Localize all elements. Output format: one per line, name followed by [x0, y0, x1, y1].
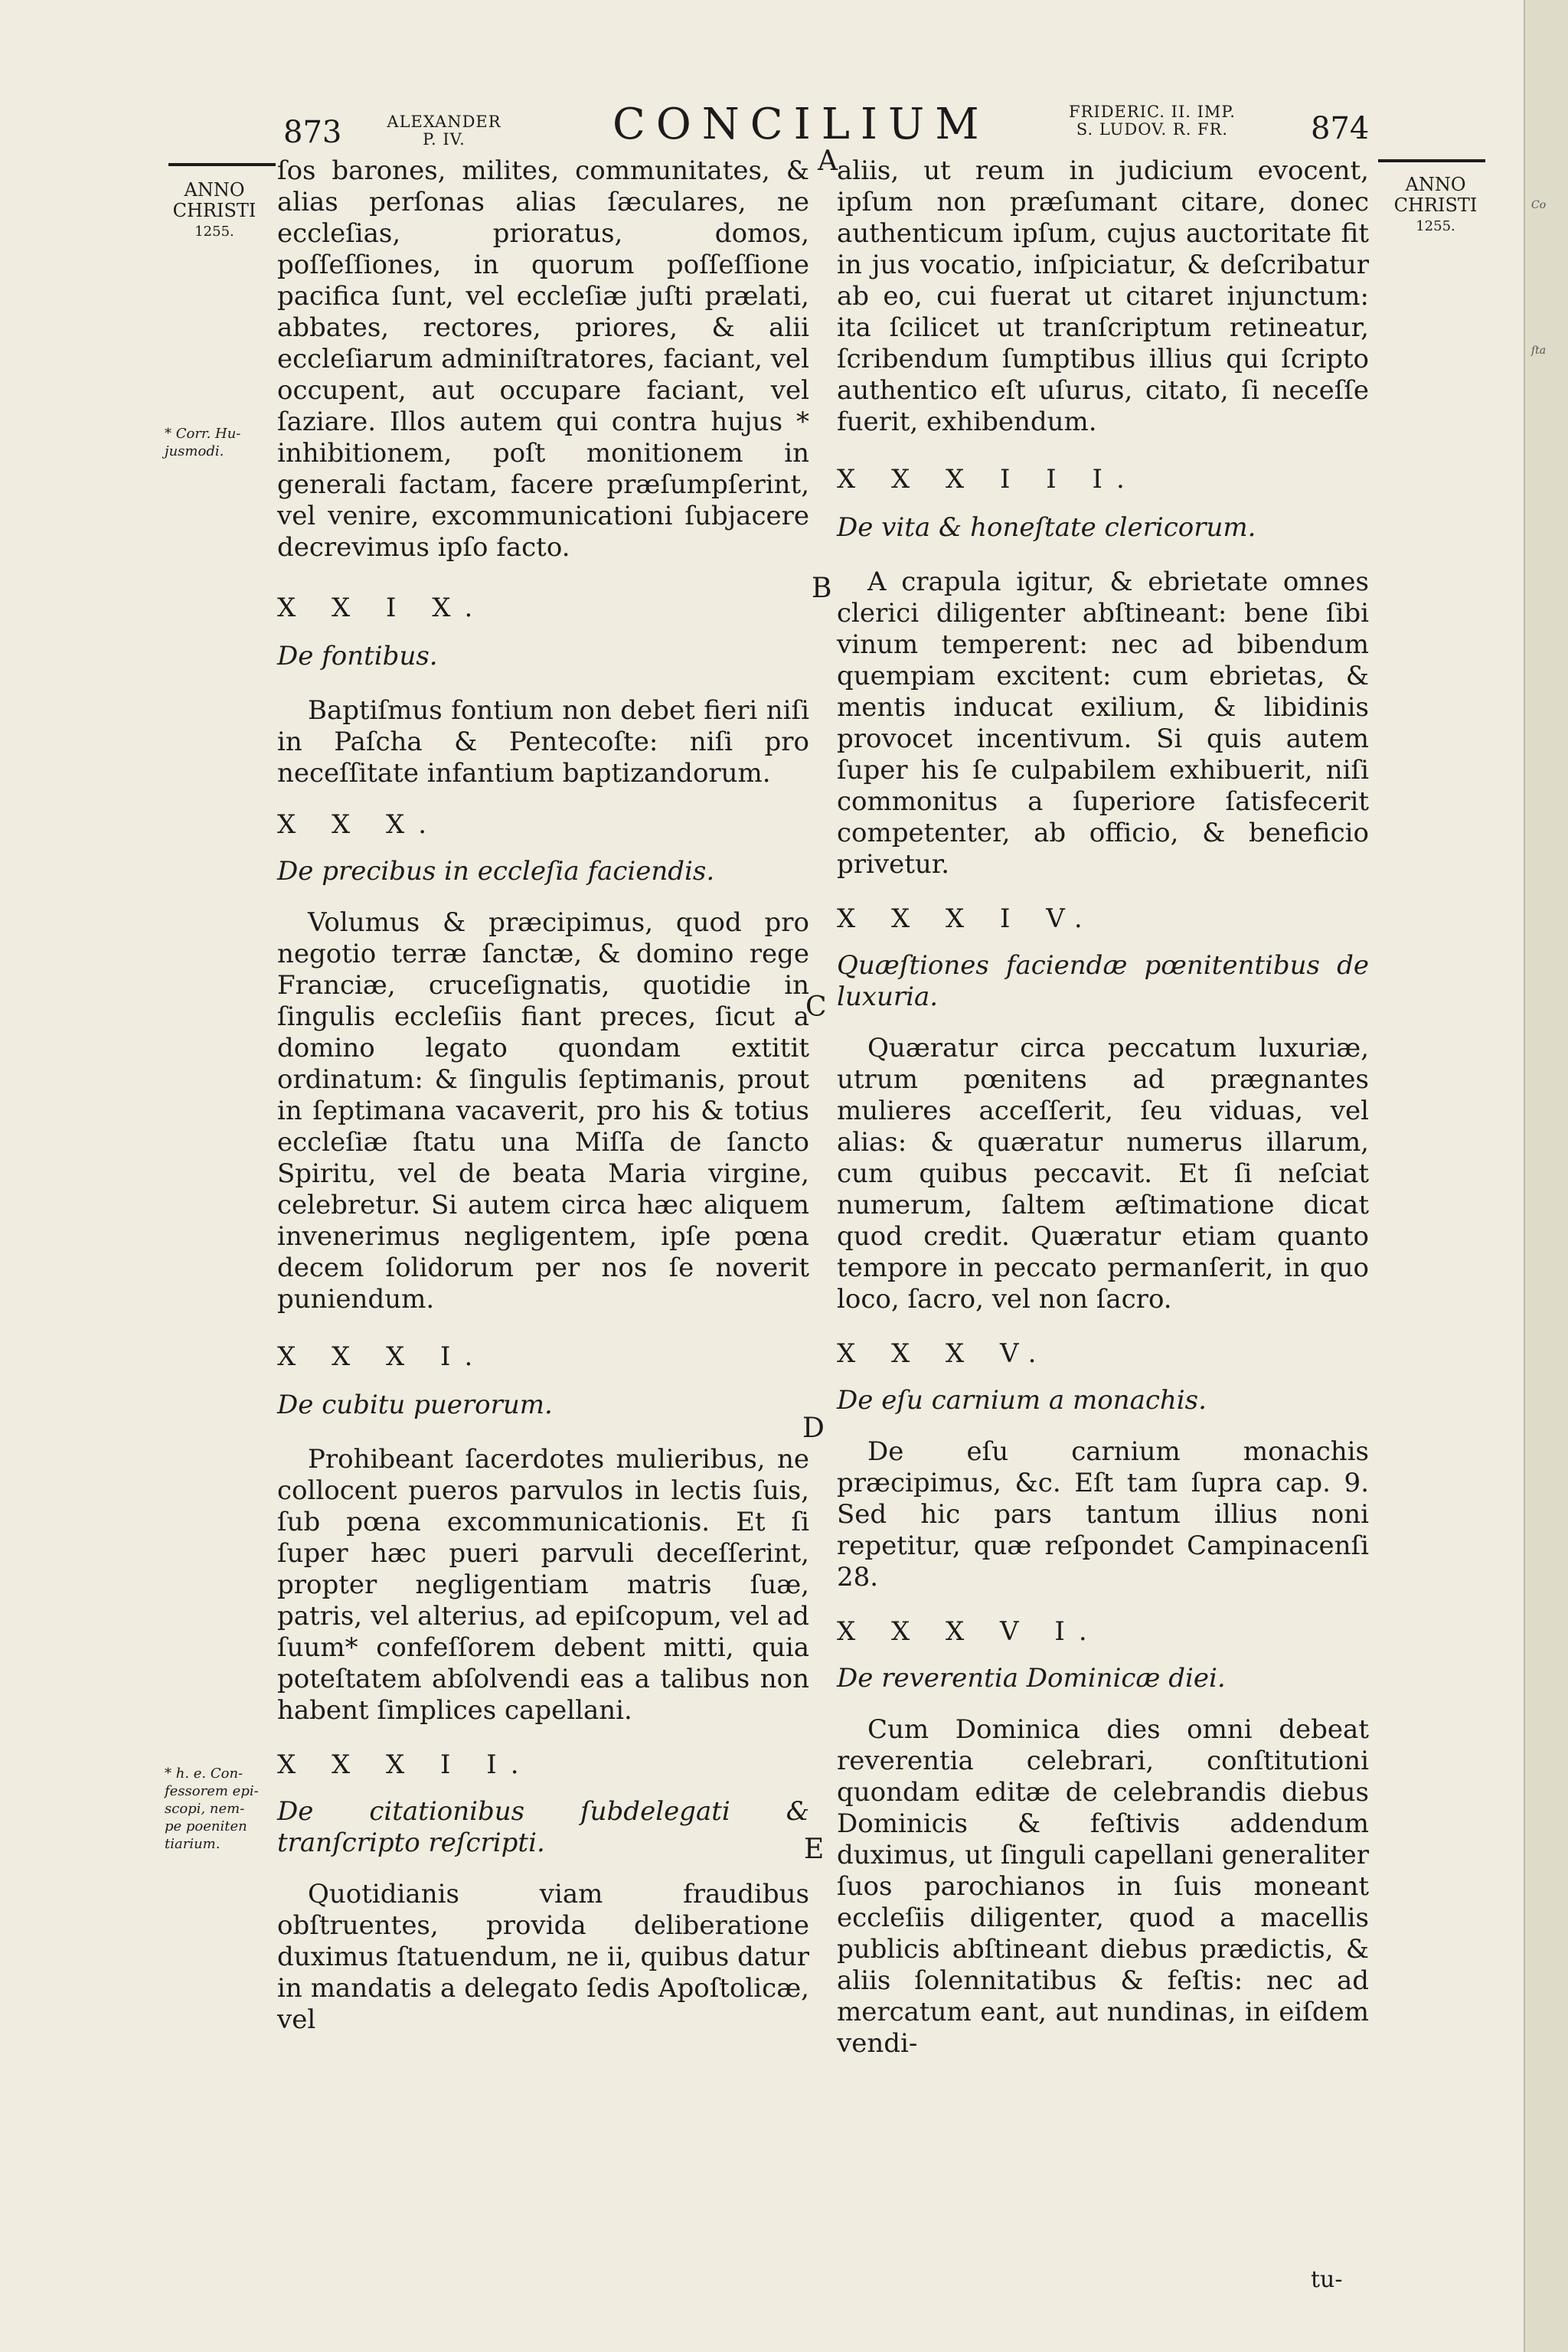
running-head-right-line2: S. LUDOV. R. FR.: [1076, 120, 1229, 139]
section-mark-b: B: [812, 573, 832, 604]
section-33-text: A crapula igitur, & ebrietate omnes clerici diligenter abſtineant: bene ſibi vinum temperent: nec ad bibendum quempiam excitent: cum ebrietas, & mentis inducat exilium, & libidinis provocet incentivum. Si quis autem ſuper his ſe culpabilem exhibuerit, niſi commonitus a ſuperiore ſatisfecerit competenter, ab officio, & beneficio privetur.: [837, 567, 1369, 880]
running-head-left-line2: P. IV.: [423, 130, 466, 149]
margin-note-1-line1: * Corr. Hu-: [165, 426, 241, 442]
page-number-right: 874: [1311, 111, 1370, 146]
margin-note-2-line5: tiarium.: [165, 1836, 220, 1852]
next-page-edge: [1524, 0, 1568, 2352]
section-mark-c: C: [805, 991, 827, 1023]
right-column: [837, 155, 1369, 2060]
section-31-number: X X X I.: [277, 1341, 487, 1372]
margin-note-1-line2: jusmodi.: [165, 443, 224, 459]
year-label-right: [1386, 175, 1485, 237]
section-35-title: De eſu carnium a monachis.: [837, 1385, 1207, 1416]
next-page-edge-text-mid: ſta: [1531, 345, 1547, 357]
margin-note-2-line1: * h. e. Con-: [165, 1766, 243, 1782]
section-32-number: X X X I I.: [277, 1749, 533, 1780]
year-label-left-line2: CHRISTI: [172, 200, 256, 221]
section-36-title: De reverentia Dominicæ diei.: [837, 1663, 1226, 1694]
left-column: [277, 155, 809, 2036]
running-head-left-line1: ALEXANDER: [387, 113, 501, 131]
year-label-right-line3: 1255.: [1416, 218, 1455, 234]
margin-note-1: [165, 425, 272, 460]
running-head-left: [387, 113, 501, 149]
section-34-text: Quæratur circa peccatum luxuriæ, utrum pœnitens ad prægnantes mulieres acceſſerit, ſeu viduas, vel alias: & quæratur numerus illarum, cum quibus peccavit. Et ſi neſciat numerum, ſaltem æſtimatione dicat quod credit. Quæratur etiam quanto tempore in peccato permanſerit, in quo loco, ſacro, vel non ſacro.: [837, 1033, 1369, 1315]
section-31-text: Prohibeant ſacerdotes mulieribus, ne collocent pueros parvulos in lectis ſuis, ſub pœna excommunicationis. Et ſi ſuper hæc pueri parvuli deceſſerint, propter negligentiam matris ſuæ, patris, vel alterius, ad epiſcopum, vel ad ſuum* confeſſorem debent mitti, quia poteſtatem abſolvendi eas a talibus non habent ſimplices capellani.: [277, 1444, 809, 1726]
section-35-text: De eſu carnium monachis præcipimus, &c. Eſt tam ſupra cap. 9. Sed hic pars tantum illius noni repetitur, quæ reſpondet Campinacenſi 28.: [837, 1436, 1369, 1592]
section-30-text: Volumus & præcipimus, quod pro negotio terræ ſanctæ, & domino rege Franciæ, cruceſignatis, quotidie in ſingulis eccleſiis fiant preces, ſicut a domino legato quondam extitit ordinatum: & ſingulis ſeptimanis, prout in ſeptimana vacaverit, pro his & totius eccleſiæ ſtatu una Miſſa de ſancto Spiritu, vel de beata Maria virgine, celebretur. Si autem circa hæc aliquem invenerimus negligentem, ipſe pœna decem ſolidorum per nos ſe noverit puniendum.: [277, 907, 809, 1315]
section-32-text: Quotidianis viam fraudibus obſtruentes, provida deliberatione duximus ſtatuendum, ne ii, quibus datur in mandatis a delegato ſedis Apoſtolicæ, vel: [277, 1879, 809, 2035]
section-36-text: Cum Dominica dies omni debeat reverentia celebrari, conſtitutioni quondam editæ de celebrandis diebus Dominicis & feſtivis addendum duximus, ut ſinguli capellani generaliter ſuos parochianos in ſuis moneant eccleſiis diligenter, quod a macellis publicis abſtineant diebus prædictis, & aliis ſolennitatibus & feſtis: nec ad mercatum eant, aut nundinas, in eiſdem vendi-: [837, 1714, 1369, 2059]
section-34-number: X X X I V.: [837, 903, 1096, 934]
section-35-number: X X X V.: [837, 1338, 1050, 1369]
section-34-title: Quæſtiones faciendæ pœnitentibus de luxuria.: [837, 950, 1369, 1012]
right-opening-text: aliis, ut reum in judicium evocent, ipſum non præſumant citare, donec authenticum ipſum, cujus auctoritate fit in jus vocatio, inſpiciatur, & deſcribatur ab eo, cui fuerat ut citaret injunctum: ita ſcilicet ut tranſcriptum retineatur, ſcribendum ſumptibus illius qui ſcripto authentico eſt uſurus, citato, ſi neceſſe fuerit, exhibendum.: [837, 155, 1369, 437]
year-label-left-line1: ANNO: [184, 179, 245, 201]
section-33-title: De vita & honeſtate clericorum.: [837, 512, 1256, 543]
section-30-title: De precibus in eccleſia faciendis.: [277, 856, 715, 887]
section-36-number: X X X V I.: [837, 1616, 1101, 1647]
section-31-title: De cubitu puerorum.: [277, 1390, 553, 1420]
left-opening-text: ſos barones, milites, communitates, & alias perſonas alias ſæculares, ne eccleſias, prioratus, domos, poſſeſſiones, in quorum poſſeſſione pacifica ſunt, vel eccleſiæ juſti prælati, abbates, rectores, priores, & alii eccleſiarum adminiſtratores, faciant, vel occupent, aut occupare faciant, vel ſaziare. Illos autem qui contra hujus * inhibitionem, poſt monitionem in generali factam, facere præſumpſerint, vel venire, excommunicationi ſubjacere decrevimus ipſo facto.: [277, 155, 809, 563]
page-title: CONCILIUM: [612, 100, 990, 149]
section-29-text: Baptiſmus fontium non debet fieri niſi in Paſcha & Pentecoſte: niſi pro neceſſitate infantium baptizandorum.: [277, 695, 809, 789]
section-30-number: X X X.: [277, 809, 441, 840]
next-page-edge-text-top: Co: [1531, 199, 1547, 211]
section-mark-d: D: [802, 1413, 825, 1444]
section-33-number: X X X I I I.: [837, 464, 1138, 495]
section-29-title: De fontibus.: [277, 641, 438, 671]
margin-note-2-line2: fessorem epi-: [165, 1783, 259, 1799]
running-head-right: [1045, 103, 1259, 139]
section-mark-e: E: [804, 1834, 825, 1865]
year-label-left: [165, 180, 264, 242]
running-head-right-line1: FRIDERIC. II. IMP.: [1069, 103, 1236, 121]
left-margin-rule: [168, 163, 276, 166]
section-32-title: De citationibus ſubdelegati & tranſcripto reſcripti.: [277, 1796, 809, 1858]
margin-note-2: [165, 1765, 272, 1853]
section-mark-a: A: [818, 145, 838, 177]
year-label-right-line2: CHRISTI: [1393, 194, 1478, 216]
margin-note-2-line4: pe poeniten: [165, 1818, 247, 1834]
page-number-left: 873: [283, 115, 342, 150]
right-margin-rule: [1378, 159, 1485, 162]
section-29-number: X X I X.: [277, 593, 487, 623]
year-label-left-line3: 1255.: [194, 224, 234, 240]
year-label-right-line1: ANNO: [1405, 174, 1466, 195]
catchword: tu-: [1311, 2266, 1343, 2293]
margin-note-2-line3: scopi, nem-: [165, 1801, 245, 1817]
